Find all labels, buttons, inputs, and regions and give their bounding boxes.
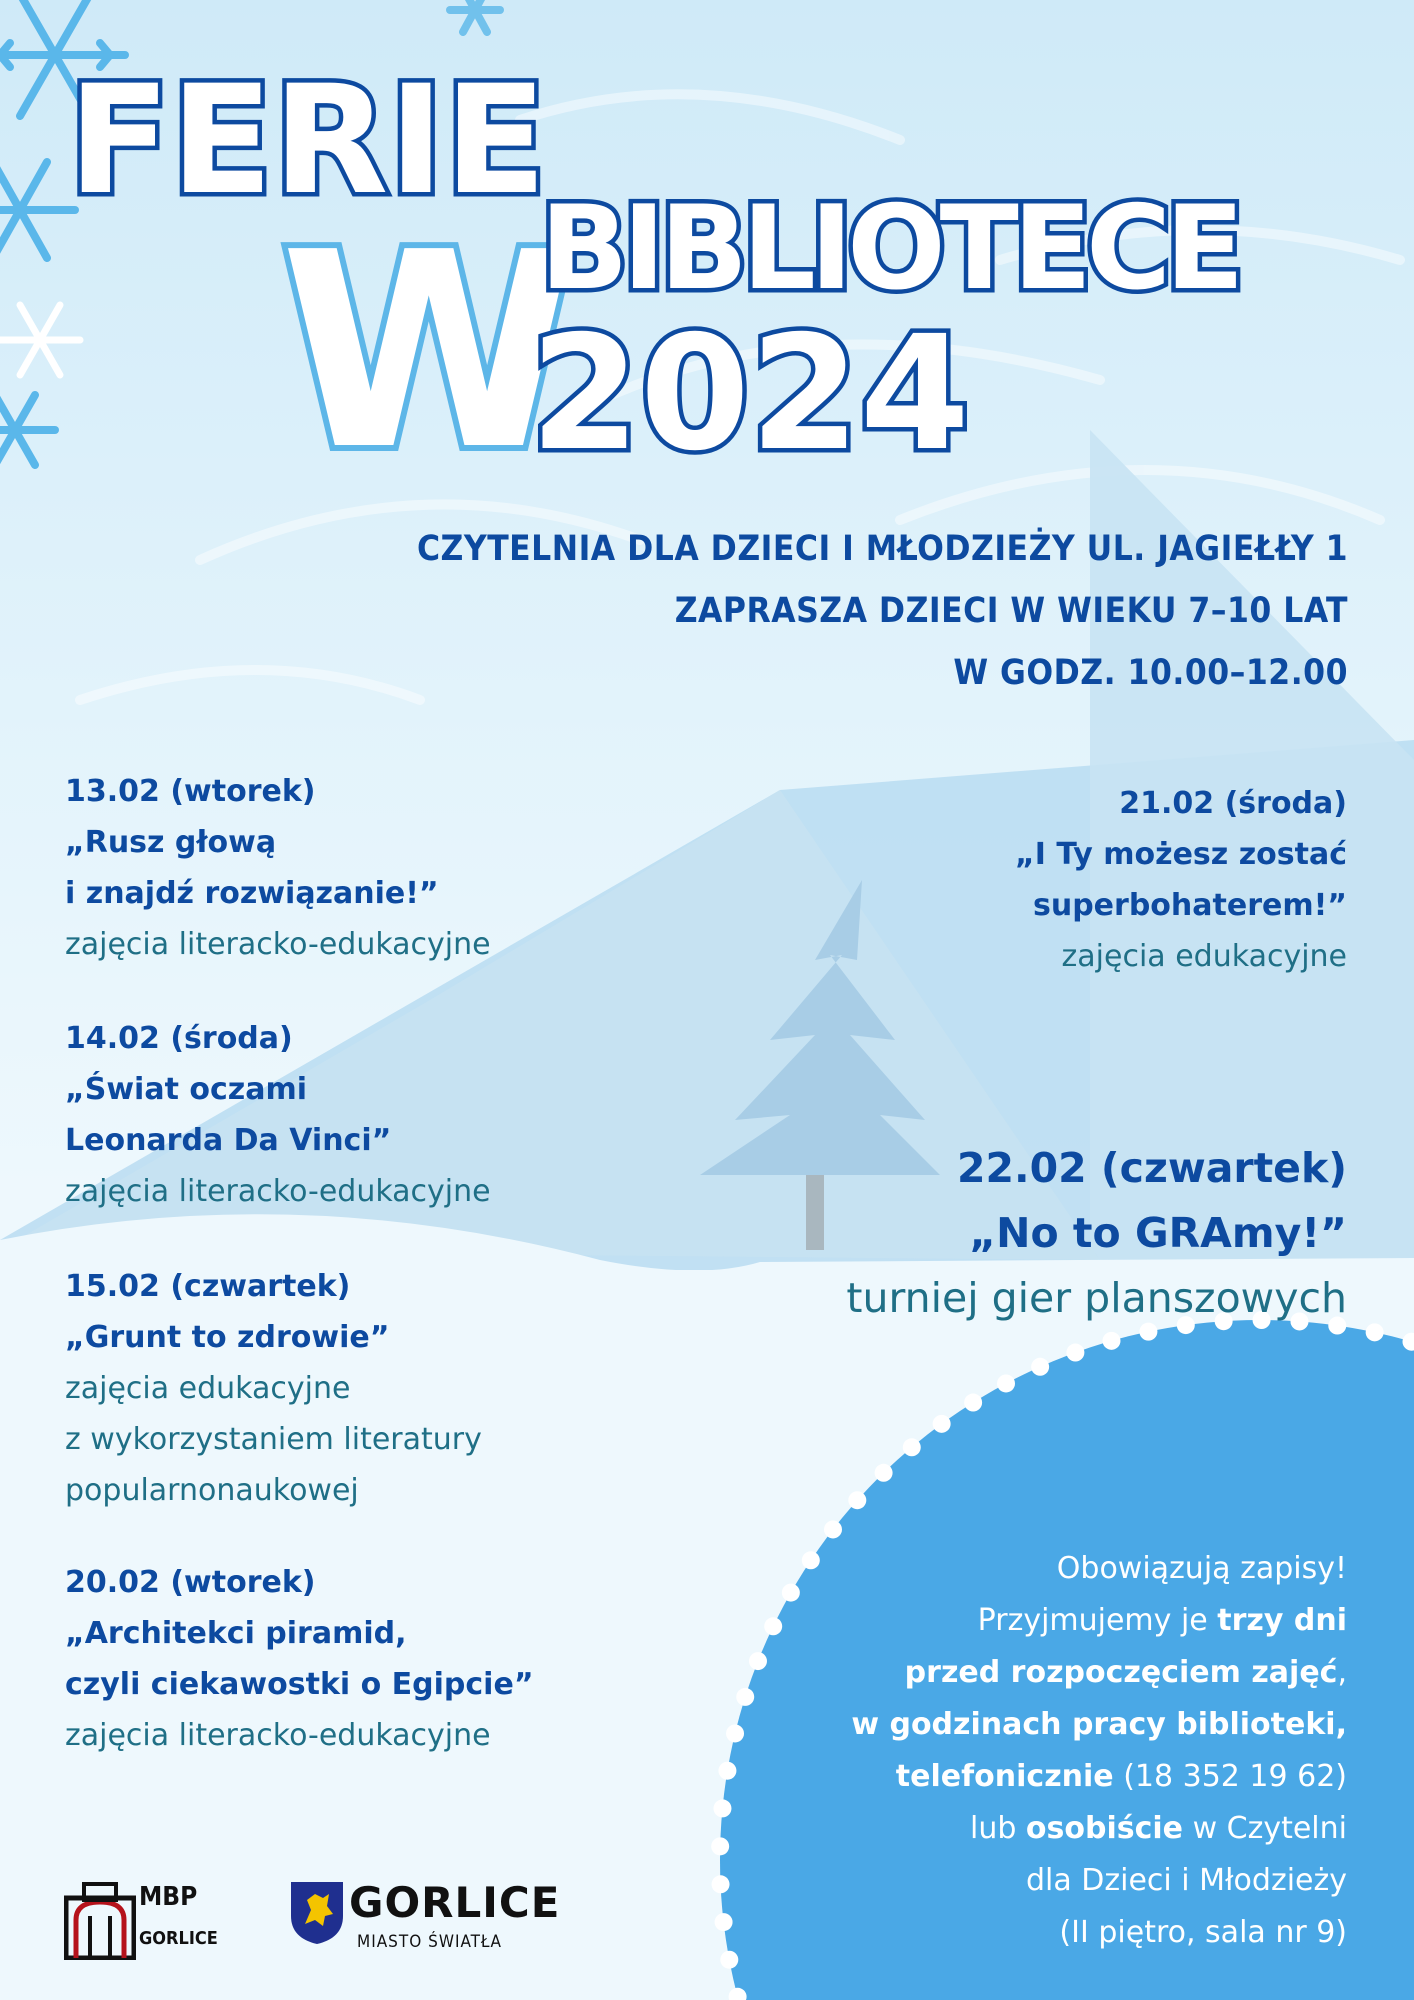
gorlice-tagline: MIASTO ŚWIATŁA [357,1932,502,1952]
signup-emphasis: trzy dni [1217,1603,1347,1638]
gorlice-name: GORLICE [349,1878,561,1927]
event-title: „Grunt to zdrowie” [65,1320,390,1355]
event-desc: turniej gier planszowych [846,1274,1347,1322]
event-title: „No to GRAmy!” [969,1209,1347,1257]
signup-text: Przyjmujemy je [977,1603,1218,1638]
event-title: superbohaterem!” [1032,888,1347,923]
event-desc: popularnonaukowej [65,1473,359,1508]
mbp-name: MBP [139,1882,198,1912]
title-ferie: FERIE [68,54,547,228]
signup-line [851,1751,1347,1803]
intro-line-2: ZAPRASZA DZIECI W WIEKU 7–10 LAT [674,591,1348,631]
logos [64,1880,584,1960]
signup-info [851,1543,1347,1959]
title-year: 2024 [530,302,970,480]
event-date: 14.02 (środa) [65,1021,293,1056]
signup-line [851,1647,1347,1699]
event-5 [1015,778,1347,982]
event-title: „Świat oczami [65,1072,307,1107]
event-date: 22.02 (czwartek) [956,1144,1347,1192]
signup-text: lub [969,1811,1026,1846]
intro-block [417,518,1348,704]
event-title: „Rusz głową [65,825,277,860]
event-desc: zajęcia literacko-edukacyjne [65,927,491,962]
mbp-logo [64,1880,224,1960]
signup-emphasis: osobiście [1025,1811,1184,1846]
signup-emphasis: telefonicznie [895,1759,1114,1794]
event-title: czyli ciekawostki o Egipcie” [65,1667,534,1702]
intro-line-1: CZYTELNIA DLA DZIECI I MŁODZIEŻY UL. JAGIEŁŁY 1 [416,529,1348,569]
event-title: „I Ty możesz zostać [1015,837,1347,872]
signup-phone: (18 352 19 62) [1113,1759,1347,1794]
title-bibliotece: BIBLIOTECE [540,181,1239,316]
event-3 [65,1261,482,1516]
coat-of-arms-icon [289,1880,345,1946]
event-6 [846,1136,1347,1331]
poster-title [0,0,1414,480]
event-desc: zajęcia edukacyjne [65,1371,351,1406]
signup-line: (II piętro, sala nr 9) [1059,1915,1347,1950]
signup-line: Obowiązują zapisy! [1056,1551,1347,1586]
event-title: i znajdź rozwiązanie!” [65,876,439,911]
event-date: 21.02 (środa) [1119,786,1347,821]
signup-line [851,1699,1347,1751]
event-date: 13.02 (wtorek) [65,774,316,809]
signup-line: dla Dzieci i Młodzieży [1025,1863,1347,1898]
intro-line-3: W GODZ. 10.00–12.00 [953,653,1348,693]
title-w: W [280,194,578,480]
event-desc: z wykorzystaniem literatury [65,1422,482,1457]
event-desc: zajęcia edukacyjne [1061,939,1347,974]
event-title: „Architekci piramid, [65,1616,407,1651]
signup-emphasis: przed rozpoczęciem zajęć [904,1655,1338,1690]
mbp-city: GORLICE [139,1928,218,1949]
event-date: 20.02 (wtorek) [65,1565,316,1600]
event-title: Leonarda Da Vinci” [65,1123,392,1158]
event-desc: zajęcia literacko-edukacyjne [65,1718,491,1753]
event-date: 15.02 (czwartek) [65,1269,351,1304]
signup-emphasis: w godzinach pracy biblioteki, [851,1707,1347,1742]
signup-text: , [1337,1655,1347,1690]
signup-line [851,1595,1347,1647]
event-desc: zajęcia literacko-edukacyjne [65,1174,491,1209]
signup-line [851,1803,1347,1855]
library-building-icon [64,1880,136,1960]
signup-text: w Czytelni [1183,1811,1347,1846]
event-2 [65,1013,491,1217]
event-4 [65,1557,534,1761]
gorlice-logo [289,1880,619,1960]
event-1 [65,766,491,970]
